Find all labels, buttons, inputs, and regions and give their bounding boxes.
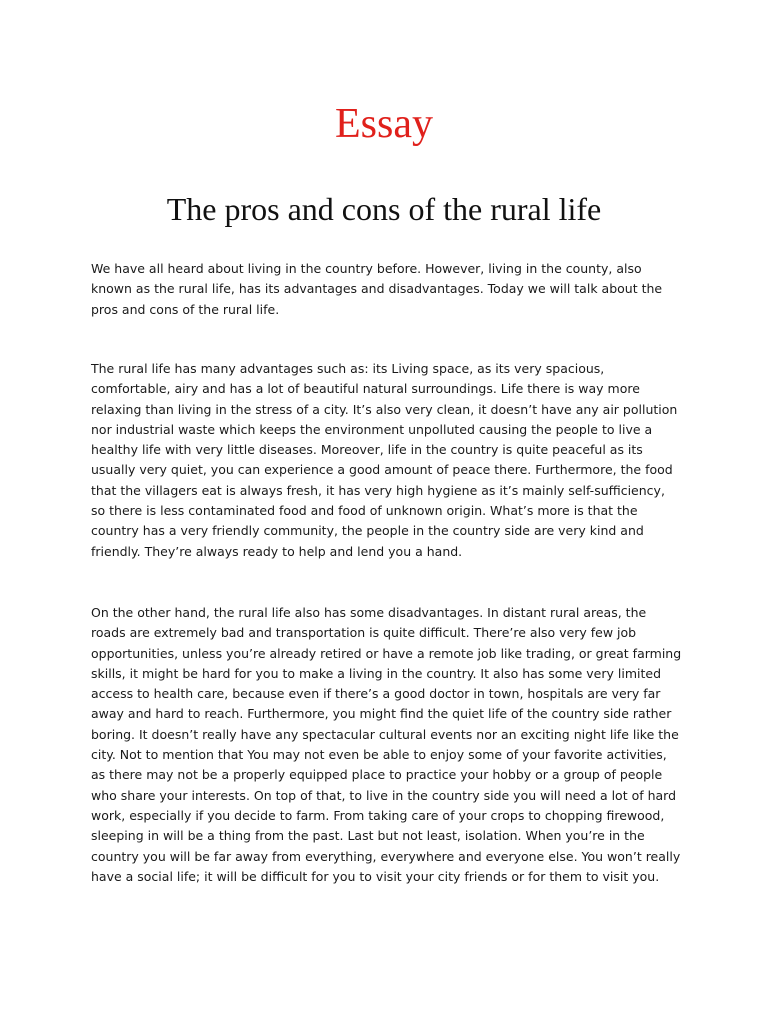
essay-title: The pros and cons of the rural life — [166, 191, 602, 227]
intro-paragraph: We have all heard about living in the country before. However, living in the county, also known as the rural life, has its advantages and disadvantages. Today we will talk about the pros and cons of the rural life. — [91, 261, 663, 317]
advantages-paragraph: The rural life has many advantages such as: its Living space, as its very spacious, comfortable, airy and has a lot of beautiful natural surroundings. Life there is way more relaxing than living in the stress of a city. It’s also very clean, it doesn’t have any air pollution nor industrial waste which keeps the environment unpolluted causing the people to live a healthy life with very little diseases. Moreover, life in the country is quite peaceful as its usually very quiet, you can experience a good amount of peace there. Furthermore, the food that the villagers eat is always fresh, it has very high hygiene as it’s mainly self-sufficiency, so there is less contaminated food and food of unknown origin. What’s more is that the country has a very friendly community, the people in the country side are very kind and friendly. They’re always ready to help and lend you a hand. — [91, 361, 678, 559]
essay-label: Essay — [335, 101, 433, 147]
disadvantages-paragraph: On the other hand, the rural life also has some disadvantages. In distant rural areas, the roads are extremely bad and transportation is quite difficult. There’re also very few job opportunities, unless you’re already retired or have a remote job like trading, or great farming skills, it might be hard for you to make a living in the country. It also has some very limited access to health care, because even if there’s a good doctor in town, hospitals are very far away and hard to reach. Furthermore, you might find the quiet life of the country side rather boring. It doesn’t really have any spectacular cultural events nor an exciting night life like the city. Not to mention that You may not even be able to enjoy some of your favorite activities, as there may not be a properly equipped place to practice your hobby or a group of people who share your interests. On top of that, to live in the country side you will need a lot of hard work, especially if you decide to farm. From taking care of your crops to chopping firewood, sleeping in will be a thing from the past. Last but not least, isolation. When you’re in the country you will be far away from everything, everywhere and everyone else. You won’t really have a social life; it will be difficult for you to visit your city friends or for them to visit you. — [91, 605, 682, 884]
